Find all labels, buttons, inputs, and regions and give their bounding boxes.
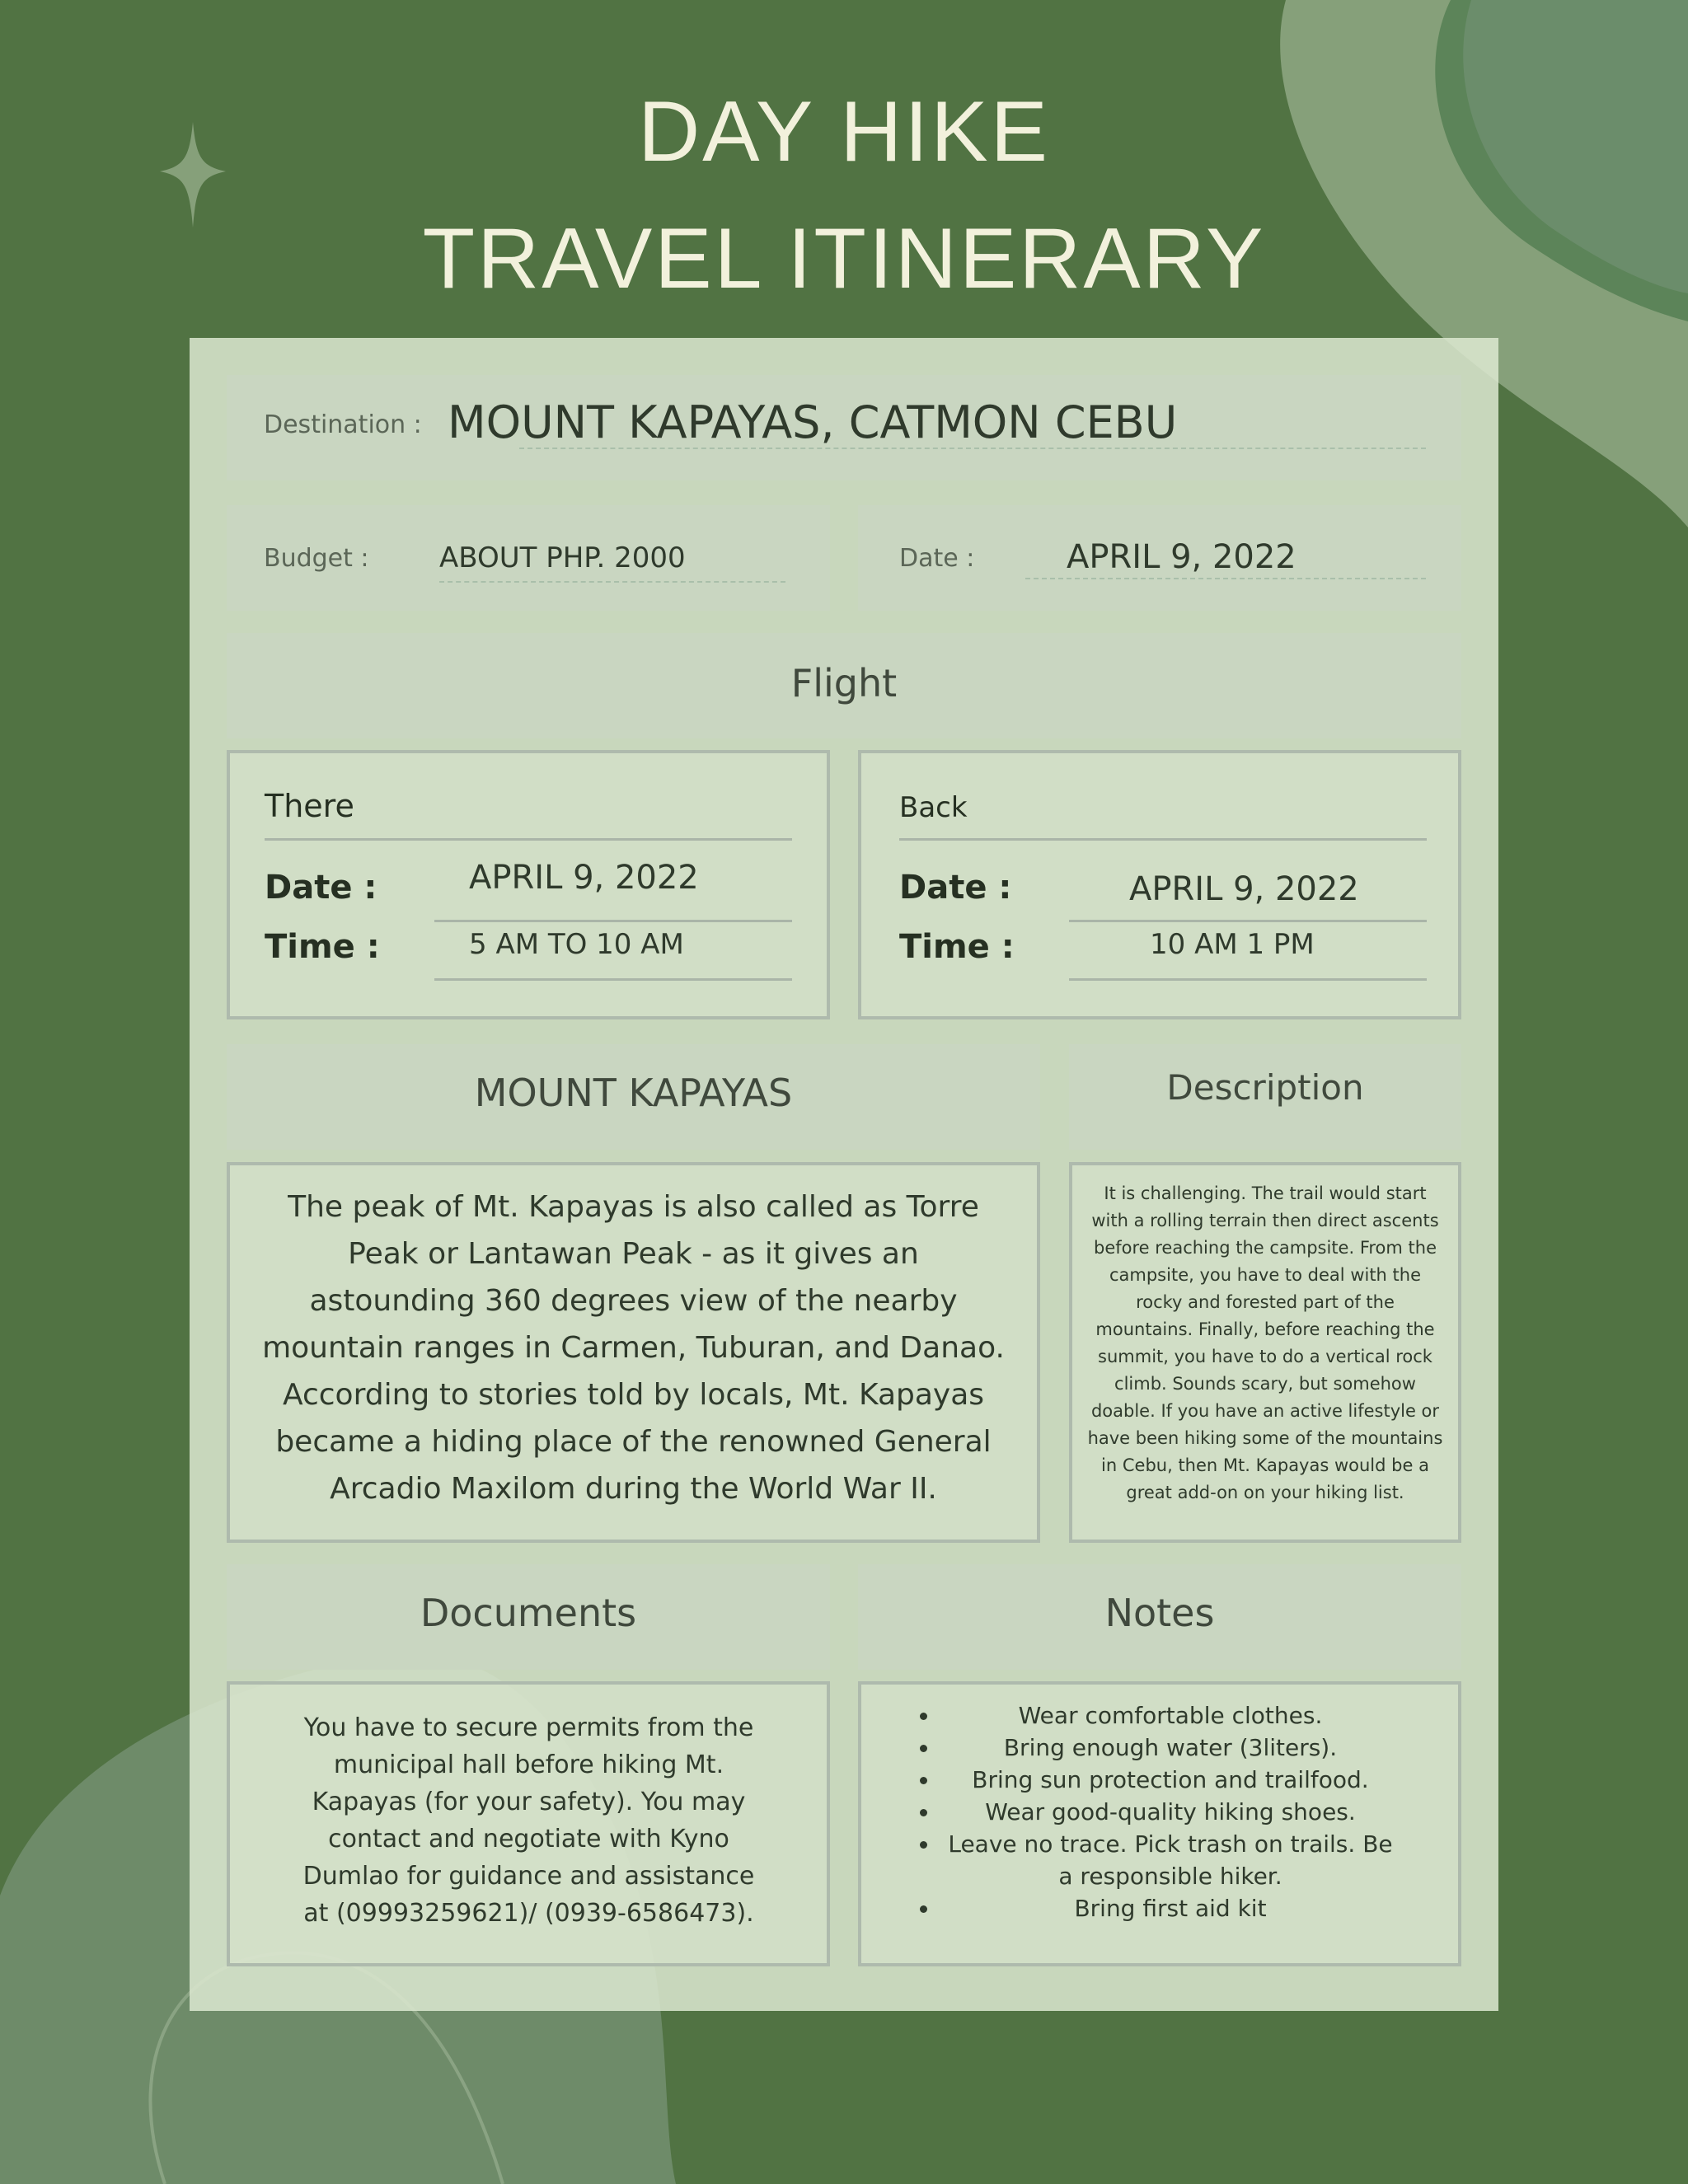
note-item: • Bring enough water (3liters). — [940, 1732, 1401, 1764]
there-time-value: 5 AM TO 10 AM — [469, 928, 684, 961]
notes-heading-box — [858, 1564, 1461, 1670]
there-title: There — [265, 788, 354, 824]
note-item: • Bring sun protection and trailfood. — [940, 1764, 1401, 1796]
notes-list — [898, 1699, 1401, 1924]
place-text-box — [227, 1162, 1040, 1543]
title-line-2: TRAVEL ITINERARY — [422, 211, 1266, 307]
destination-label: Destination : — [264, 410, 422, 439]
place-heading: MOUNT KAPAYAS — [474, 1071, 793, 1115]
documents-text-box — [227, 1681, 830, 1966]
there-title-rule — [265, 838, 792, 841]
back-time-label: Time : — [899, 928, 1015, 966]
there-date-value: APRIL 9, 2022 — [469, 859, 699, 897]
destination-value: MOUNT KAPAYAS, CATMON CEBU — [448, 396, 1178, 448]
flight-there-box — [227, 750, 830, 1019]
date-label: Date : — [899, 544, 975, 573]
there-time-rule — [434, 978, 792, 981]
documents-heading: Documents — [420, 1591, 637, 1635]
note-item: • Leave no trace. Pick trash on trails. Be a responsible hiker. — [940, 1828, 1401, 1892]
flight-back-box — [858, 750, 1461, 1019]
description-text-box — [1069, 1162, 1461, 1543]
there-date-label: Date : — [265, 869, 377, 907]
budget-row — [227, 505, 830, 611]
back-date-value: APRIL 9, 2022 — [1129, 870, 1359, 908]
description-heading-box — [1069, 1044, 1461, 1150]
back-time-rule — [1069, 978, 1427, 981]
back-date-rule — [1069, 920, 1427, 922]
destination-underline — [519, 448, 1426, 449]
budget-underline — [439, 581, 785, 583]
flight-heading: Flight — [790, 661, 898, 705]
place-text: The peak of Mt. Kapayas is also called as Torre Peak or Lantawan Peak - as it gives an astounding 360 degrees view of the nearby mountain ranges in Carmen, Tuburan, and Danao. According to stories told by locals, Mt. Kapayas became a hiding place of the renowned General Arcadio Maxilom during the World War II. — [262, 1190, 1005, 1506]
place-heading-box — [227, 1044, 1040, 1150]
note-item: • Wear comfortable clothes. — [940, 1699, 1401, 1732]
date-row — [858, 505, 1461, 611]
destination-row — [227, 375, 1461, 480]
there-time-label: Time : — [265, 928, 380, 966]
documents-text: You have to secure permits from the municipal hall before hiking Mt. Kapayas (for your safety). You may contact and negotiate with Kyno Dumlao for guidance and assistance at (09993259621)/ (0939-6586473). — [302, 1713, 755, 1928]
title-line-1: DAY HIKE — [638, 84, 1050, 180]
back-time-value: 10 AM 1 PM — [1150, 928, 1315, 961]
back-title: Back — [899, 791, 968, 824]
description-heading: Description — [1166, 1067, 1364, 1108]
date-value: APRIL 9, 2022 — [1067, 538, 1296, 576]
back-date-label: Date : — [899, 869, 1012, 907]
back-title-rule — [899, 838, 1427, 841]
flight-heading-box — [227, 633, 1461, 738]
notes-heading: Notes — [1104, 1591, 1215, 1635]
budget-label: Budget : — [264, 544, 369, 573]
note-item: • Bring first aid kit — [940, 1892, 1401, 1924]
description-text: It is challenging. The trail would start with a rolling terrain then direct ascents before reaching the campsite. From the campsite, you have to deal with the rocky and forested part of the mountains. Finally, before reaching the summit, you have to do a vertical rock climb. Sounds scary, but somehow doable. If you have an active lifestyle or have been hiking some of the mountains in Cebu, then Mt. Kapayas would be a great add-on on your hiking list. — [1087, 1183, 1443, 1502]
budget-value: ABOUT PHP. 2000 — [439, 541, 686, 574]
notes-list-box — [858, 1681, 1461, 1966]
documents-heading-box — [227, 1564, 830, 1670]
date-underline — [1025, 578, 1426, 579]
itinerary-sheet — [190, 338, 1498, 2011]
note-item: • Wear good-quality hiking shoes. — [940, 1796, 1401, 1828]
there-date-rule — [434, 920, 792, 922]
